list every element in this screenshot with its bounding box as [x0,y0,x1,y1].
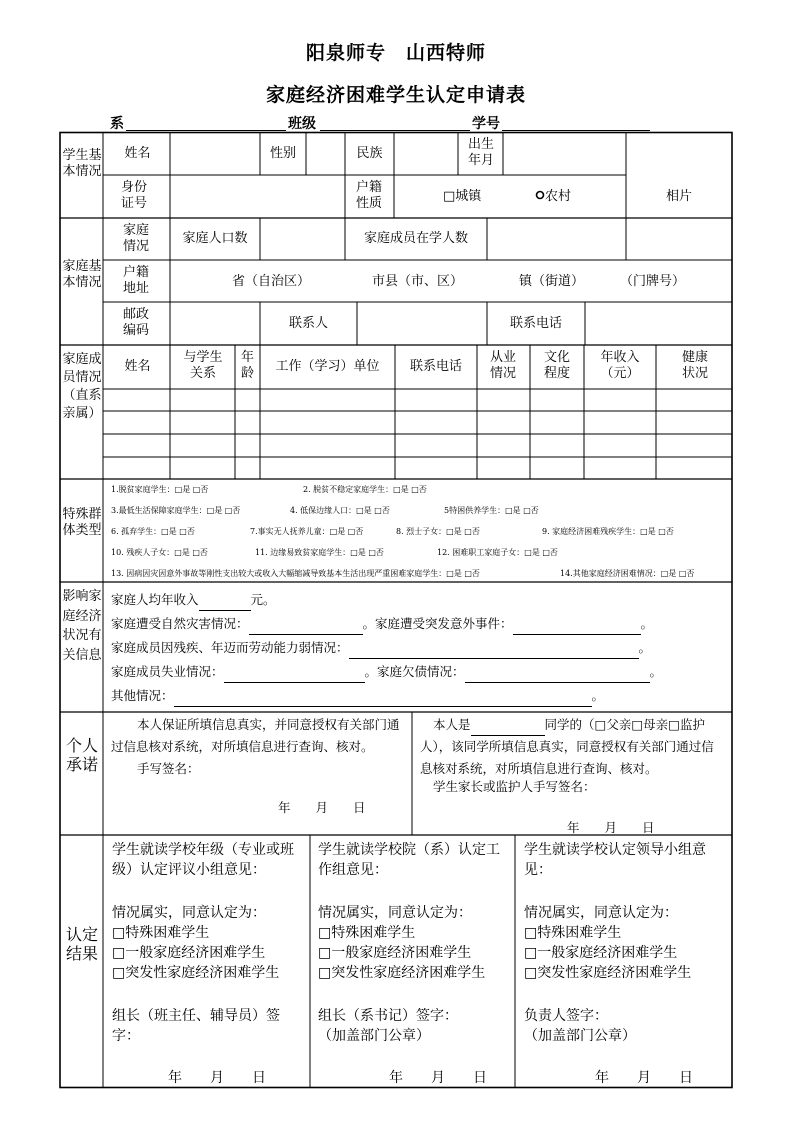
result-col-1-date: 年 月 日 [168,1070,266,1086]
member-header-phone: 联系电话 [409,359,462,374]
parent-sign-label: 学生家长或监护人手写签名： [433,779,596,794]
member-header-health: 健康状况 [681,350,708,381]
class-label: 班级 [288,116,316,132]
debt-field[interactable] [465,668,650,683]
phone-label: 联系电话 [509,316,562,331]
result-col-3-confirm: 情况属实，同意认定为： [524,905,678,921]
section-special-groups: 特殊群体类型 [62,507,102,538]
special-item-2[interactable]: 2. 脱贫不稳定家庭学生：□是 □否 [303,485,427,494]
parent-date: 年 月 日 [567,820,655,835]
special-item-7[interactable]: 7.事实无人抚养儿童：□是 □否 [250,527,364,536]
section-family-members: 家庭成员情况（直系亲属） [62,352,102,421]
result-col-2-confirm: 情况属实，同意认定为： [318,905,472,921]
member-header-employment: 从业情况 [489,350,516,381]
id-card-label: 身份证号 [120,180,147,211]
unemployment-label: 家庭成员失业情况： [111,664,224,679]
township-label: 镇（街道） [519,274,585,289]
end-mark: 。 [638,640,652,655]
parent-prefix: 本人是 [433,717,471,732]
door-label: （门牌号） [620,274,686,289]
special-item-4[interactable]: 4. 低保边缘人口：□是 □否 [290,506,390,515]
member-header-age: 年龄 [240,350,254,381]
unemployment-field[interactable] [224,668,365,683]
birth-label: 出生年月 [467,137,494,168]
section-student-basic: 学生基本情况 [62,148,102,179]
member-header-income: 年收入（元） [600,350,640,381]
member-header-name: 姓名 [124,359,151,374]
debt-label: 。家庭欠债情况： [364,664,465,679]
income-line [111,589,276,611]
accident-field[interactable] [513,620,641,635]
disability-label: 家庭成员因残疾、年迈而劳动能力弱情况： [111,640,349,655]
member-header-relation: 与学生关系 [183,350,223,381]
result-col-2-stamp: （加盖部门公章） [318,1028,430,1044]
radio-rural-icon[interactable] [537,192,544,199]
other-label: 其他情况： [111,688,174,703]
disaster-field[interactable] [249,620,363,635]
special-item-14[interactable]: 14.其他家庭经济困难情况：□是 □否 [560,569,695,578]
end-mark: 。 [640,616,654,631]
name-label: 姓名 [124,146,151,161]
photo-area: 相片 [665,189,692,204]
other-line [111,685,604,707]
page-title-school: 阳泉师专 山西特师 [305,42,486,64]
disability-line [111,637,651,659]
special-item-10[interactable]: 10. 残疾人子女：□是 □否 [111,548,208,557]
result-col-1-confirm: 情况属实，同意认定为： [112,905,266,921]
students-in-school-label: 家庭成员在学人数 [363,231,468,246]
result-col-2-option-special[interactable]: □特殊困难学生 [318,925,416,941]
hukou-label: 户籍性质 [355,180,382,211]
section-result: 认定结果 [65,925,98,963]
special-item-6[interactable]: 6. 孤弃学生：□是 □否 [111,527,195,536]
result-col-2-option-sudden[interactable]: □突发性家庭经济困难学生 [318,965,486,981]
page-title-form: 家庭经济困难学生认定申请表 [265,84,526,106]
result-col-3-option-special[interactable]: □特殊困难学生 [524,925,622,941]
section-pledge: 个人承诺 [65,736,98,774]
student-date: 年 月 日 [278,800,366,815]
member-header-work-unit: 工作（学习）单位 [275,359,380,374]
result-col-3-sign: 负责人签字： [524,1008,608,1024]
special-item-8[interactable]: 8. 烈士子女：□是 □否 [396,527,480,536]
zip-label: 邮政编码 [122,307,149,338]
disaster-line [111,613,653,635]
accident-label: 。家庭遭受突发意外事件： [362,616,513,631]
member-header-education: 文化程度 [543,350,570,381]
result-col-1-option-sudden[interactable]: □突发性家庭经济困难学生 [112,965,280,981]
gender-label: 性别 [269,146,296,161]
special-item-5[interactable]: 5特困供养学生：□是 □否 [444,506,539,515]
result-col-1-sign: 组长（班主任、辅导员）签字： [112,1008,280,1044]
income-label: 家庭人均年收入 [111,592,199,607]
result-col-1-heading: 学生就读学校年级（专业或班级）认定评议小组意见： [112,842,294,878]
result-col-2-date: 年 月 日 [389,1070,487,1086]
disaster-label: 家庭遭受自然灾害情况： [111,616,249,631]
result-col-3-option-general[interactable]: □一般家庭经济困难学生 [524,945,678,961]
parent-statement: 同学的（□父亲□母亲□监护人），该同学所填信息真实，同意授权有关部门通过信息核对系统，对所填信息进行查询、核对。 [420,717,714,776]
end-mark: 。 [649,664,663,679]
family-info-label: 家庭情况 [122,223,149,254]
student-name-field[interactable] [471,721,545,736]
unemployment-line [111,661,662,683]
rural-label: 农村 [545,189,572,204]
student-sign-label: 手写签名： [137,761,200,776]
income-unit: 元。 [250,592,276,607]
result-col-2-sign: 组长（系书记）签字： [318,1008,458,1024]
result-col-3-heading: 学生就读学校认定领导小组意见： [524,842,706,878]
dept-label: 系 [110,116,124,132]
income-field[interactable] [199,596,251,611]
other-field[interactable] [174,692,592,707]
section-influence-info: 影响家庭经济状况有关信息 [62,589,102,663]
contact-label: 联系人 [288,316,328,331]
special-item-13[interactable]: 13. 因病因灾因意外事故等刚性支出较大或收入大幅缩减导致基本生活出现严重困难家庭学生：□是 □否 [111,569,480,578]
result-col-2-option-general[interactable]: □一般家庭经济困难学生 [318,945,472,961]
special-item-11[interactable]: 11. 边缘易致贫家庭学生：□是 □否 [255,548,384,557]
address-label: 户籍地址 [122,265,149,296]
special-item-3[interactable]: 3.最低生活保障家庭学生：□是 □否 [111,506,241,515]
result-col-3-date: 年 月 日 [595,1070,693,1086]
ethnicity-label: 民族 [356,146,383,161]
result-col-3-stamp: （加盖部门公章） [524,1028,636,1044]
province-label: 省（自治区） [232,274,311,289]
special-item-9[interactable]: 9. 家庭经济困难残疾学生：□是 □否 [542,527,674,536]
population-label: 家庭人口数 [182,231,248,246]
student-no-label: 学号 [472,116,500,132]
end-mark: 。 [591,688,605,703]
student-pledge-text: 本人保证所填信息真实，并同意授权有关部门通过信息核对系统，对所填信息进行查询、核对。 [111,717,400,754]
checkbox-town[interactable]: □城镇 [443,189,482,204]
special-item-12[interactable]: 12. 困难职工家庭子女：□是 □否 [437,548,558,557]
result-col-1-option-special[interactable]: □特殊困难学生 [112,925,210,941]
result-col-2-heading: 学生就读学校院（系）认定工作组意见： [318,842,500,878]
section-family-basic: 家庭基本情况 [62,259,102,290]
special-item-1[interactable]: 1.脱贫家庭学生：□是 □否 [111,485,209,494]
result-col-3-option-sudden[interactable]: □突发性家庭经济困难学生 [524,965,692,981]
city-label: 市县（市、区） [372,274,464,289]
result-col-1-option-general[interactable]: □一般家庭经济困难学生 [112,945,266,961]
parent-pledge-text [420,714,726,780]
disability-field[interactable] [349,644,639,659]
